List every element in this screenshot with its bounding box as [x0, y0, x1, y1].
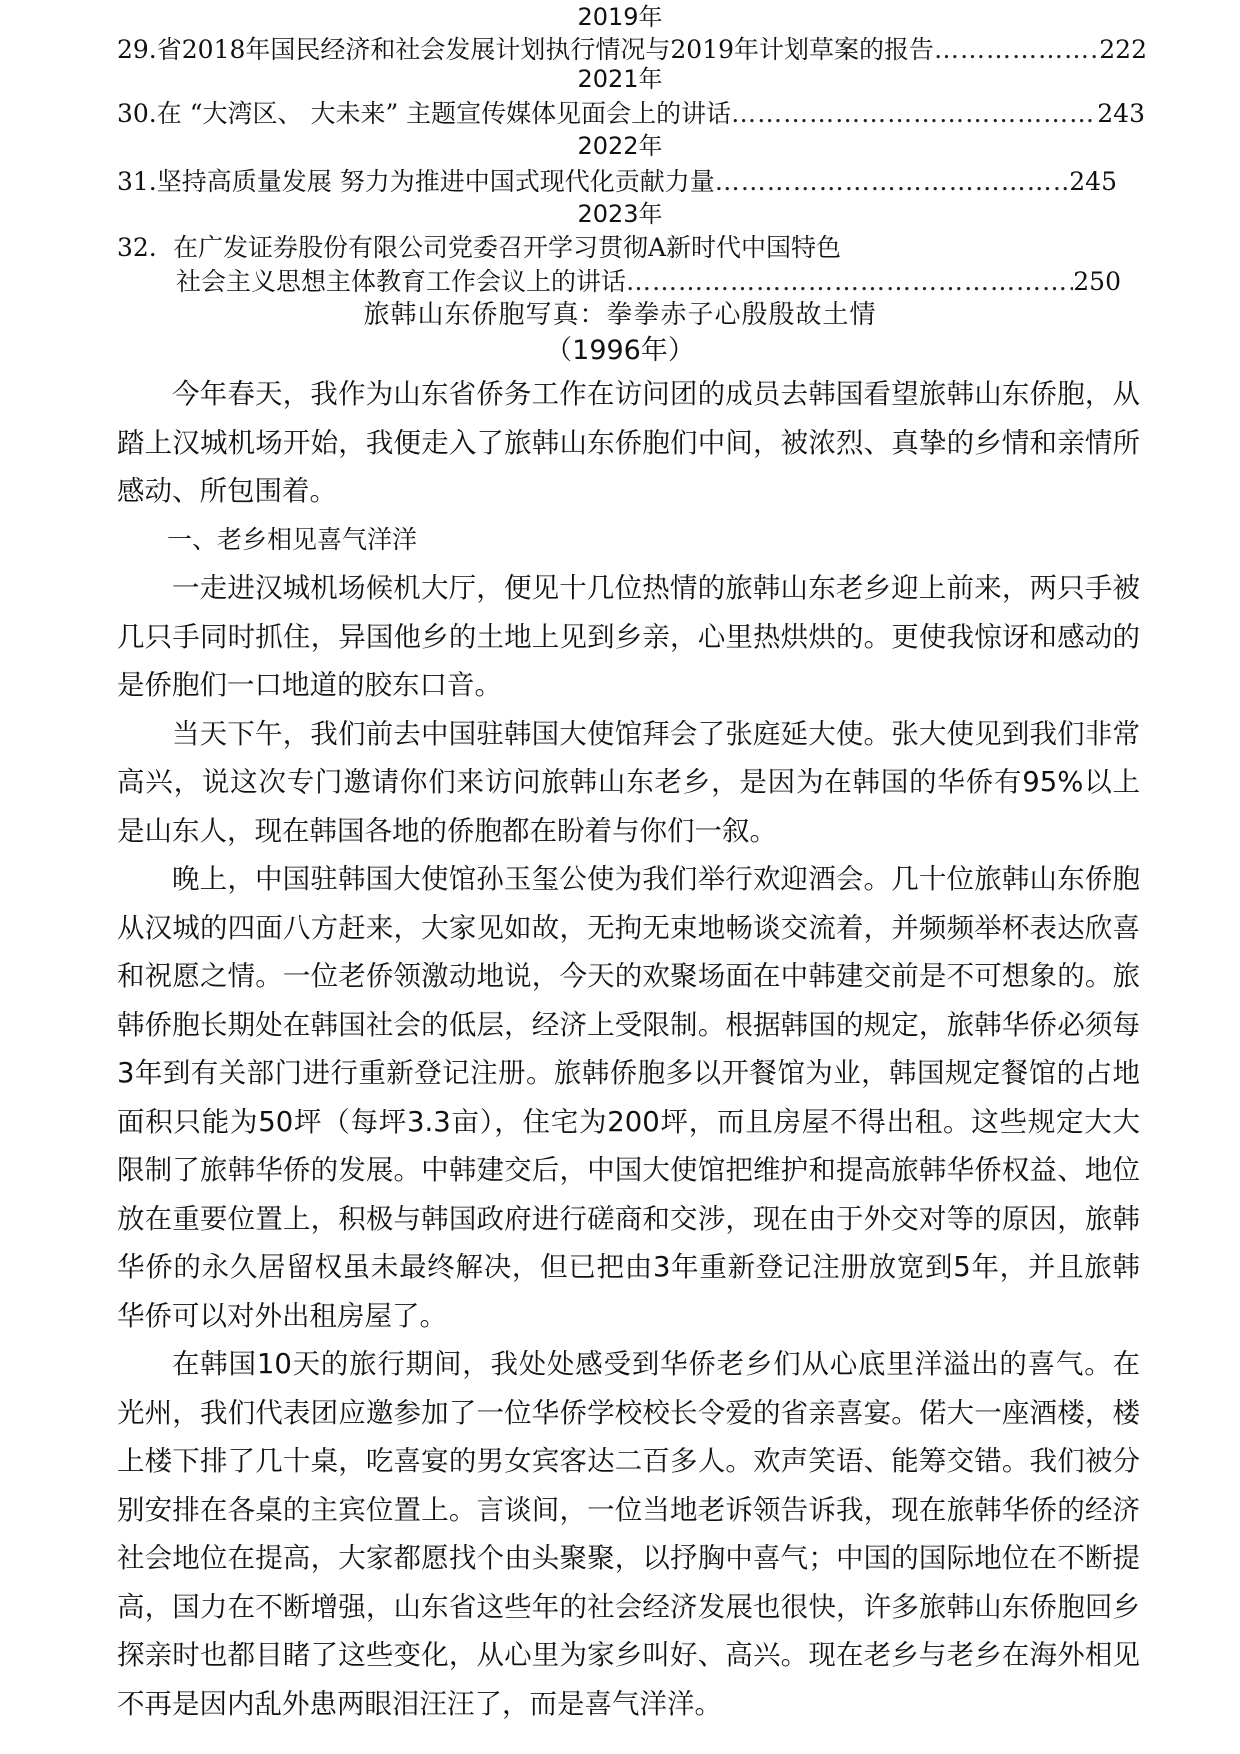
toc-item-32[interactable]: [117, 232, 1147, 264]
article-year: （1996年）: [545, 335, 695, 366]
article-title: 旅韩山东侨胞写真：拳拳赤子心殷殷故土情: [363, 300, 877, 330]
toc-item-title: 在广发证券股份有限公司党委召开学习贯彻A新时代中国特色: [173, 233, 842, 262]
article-body: [117, 370, 1140, 1728]
toc-leader-dots: [934, 34, 1099, 66]
toc-leader-dots: [731, 98, 1097, 130]
toc-item-number: 32.: [117, 233, 157, 262]
toc-page-number: 245: [1069, 167, 1117, 196]
toc-item-title: 坚持高质量发展 努力为推进中国式现代化贡献力量: [156, 167, 715, 196]
toc-year-2021: 2021年: [577, 65, 663, 93]
body-paragraph: 当天下午，我们前去中国驻韩国大使馆拜会了张庭延大使。张大使见到我们非常高兴，说这次专门邀请你们来访问旅韩山东老乡，是因为在韩国的华侨有95%以上是山东人，现在韩国各地的侨胞都在盼着与你们一叙。: [117, 717, 1140, 847]
toc-item-number: 30.: [117, 99, 157, 128]
body-paragraph: 在韩国10天的旅行期间，我处处感受到华侨老乡们从心底里洋溢出的喜气。在光州，我们代表团应邀参加了一位华侨学校校长令爱的省亲喜宴。偌大一座酒楼，楼上楼下排了几十桌，吃喜宴的男女宾客达二百多人。欢声笑语、能筹交错。我们被分别安排在各桌的主宾位置上。言谈间，一位当地老诉领告诉我，现在旅韩华侨的经济社会地位在提高，大家都愿找个由头聚聚，以抒胸中喜气；中国的国际地位在不断提高，国力在不断增强，山东省这些年的社会经济发展也很快，许多旅韩山东侨胞回乡探亲时也都目睹了这些变化，从心里为家乡叫好、高兴。现在老乡与老乡在海外相见不再是因内乱外患两眼泪汪汪了，而是喜气洋洋。: [117, 1348, 1140, 1720]
toc-item-title: 省2018年国民经济和社会发展计划执行情况与2019年计划草案的报告: [156, 35, 935, 64]
body-paragraph: 一走进汉城机场候机大厅，便见十几位热情的旅韩山东老乡迎上前来，两只手被几只手同时抓住，异国他乡的土地上见到乡亲，心里热烘烘的。更使我惊讶和感动的是侨胞们一口地道的胶东口音。: [117, 572, 1140, 701]
toc-year-2019: 2019年: [577, 3, 663, 31]
toc-page-number: 222: [1099, 35, 1147, 64]
toc-item-title: 在 “大湾区、 大未来” 主题宣传媒体见面会上的讲话: [156, 99, 732, 128]
toc-year-2023: 2023年: [577, 200, 663, 228]
section-heading: 一、老乡相见喜气洋洋: [167, 524, 418, 554]
toc-item-30[interactable]: [117, 98, 1145, 130]
toc-leader-dots: [715, 166, 1070, 198]
toc-page-number: 250: [1073, 267, 1121, 296]
body-paragraph: 今年春天，我作为山东省侨务工作在访问团的成员去韩国看望旅韩山东侨胞，从踏上汉城机场开始，我便走入了旅韩山东侨胞们中间，被浓烈、真挚的乡情和亲情所感动、所包围着。: [117, 378, 1140, 507]
body-paragraph: 晚上，中国驻韩国大使馆孙玉玺公使为我们举行欢迎酒会。几十位旅韩山东侨胞从汉城的四面八方赶来，大家见如故，无拘无束地畅谈交流着，并频频举杯表达欣喜和祝愿之情。一位老侨领激动地说，今天的欢聚场面在中韩建交前是不可想象的。旅韩侨胞长期处在韩国社会的低层，经济上受限制。根据韩国的规定，旅韩华侨必须每3年到有关部门进行重新登记注册。旅韩侨胞多以开餐馆为业，韩国规定餐馆的占地面积只能为50坪（每坪3.3亩），住宅为200坪，而且房屋不得出租。这些规定大大限制了旅韩华侨的发展。中韩建交后，中国大使馆把维护和提高旅韩华侨权益、地位放在重要位置上，积极与韩国政府进行磋商和交涉，现在由于外交对等的原因，旅韩华侨的永久居留权虽未最终解决，但已把由3年重新登记注册放宽到5年，并且旅韩华侨可以对外出租房屋了。: [117, 863, 1140, 1332]
toc-item-number: 31.: [117, 167, 157, 196]
toc-item-number: 29.: [117, 35, 157, 64]
toc-item-31[interactable]: [117, 166, 1117, 198]
toc-page-number: 243: [1097, 99, 1145, 128]
toc-item-32-continuation[interactable]: [176, 266, 1121, 298]
toc-leader-dots: [626, 266, 1073, 298]
toc-item-title-continuation: 社会主义思想主体教育工作会议上的讲话: [176, 267, 627, 296]
toc-item-29[interactable]: [117, 34, 1147, 66]
toc-year-2022: 2022年: [577, 132, 663, 160]
